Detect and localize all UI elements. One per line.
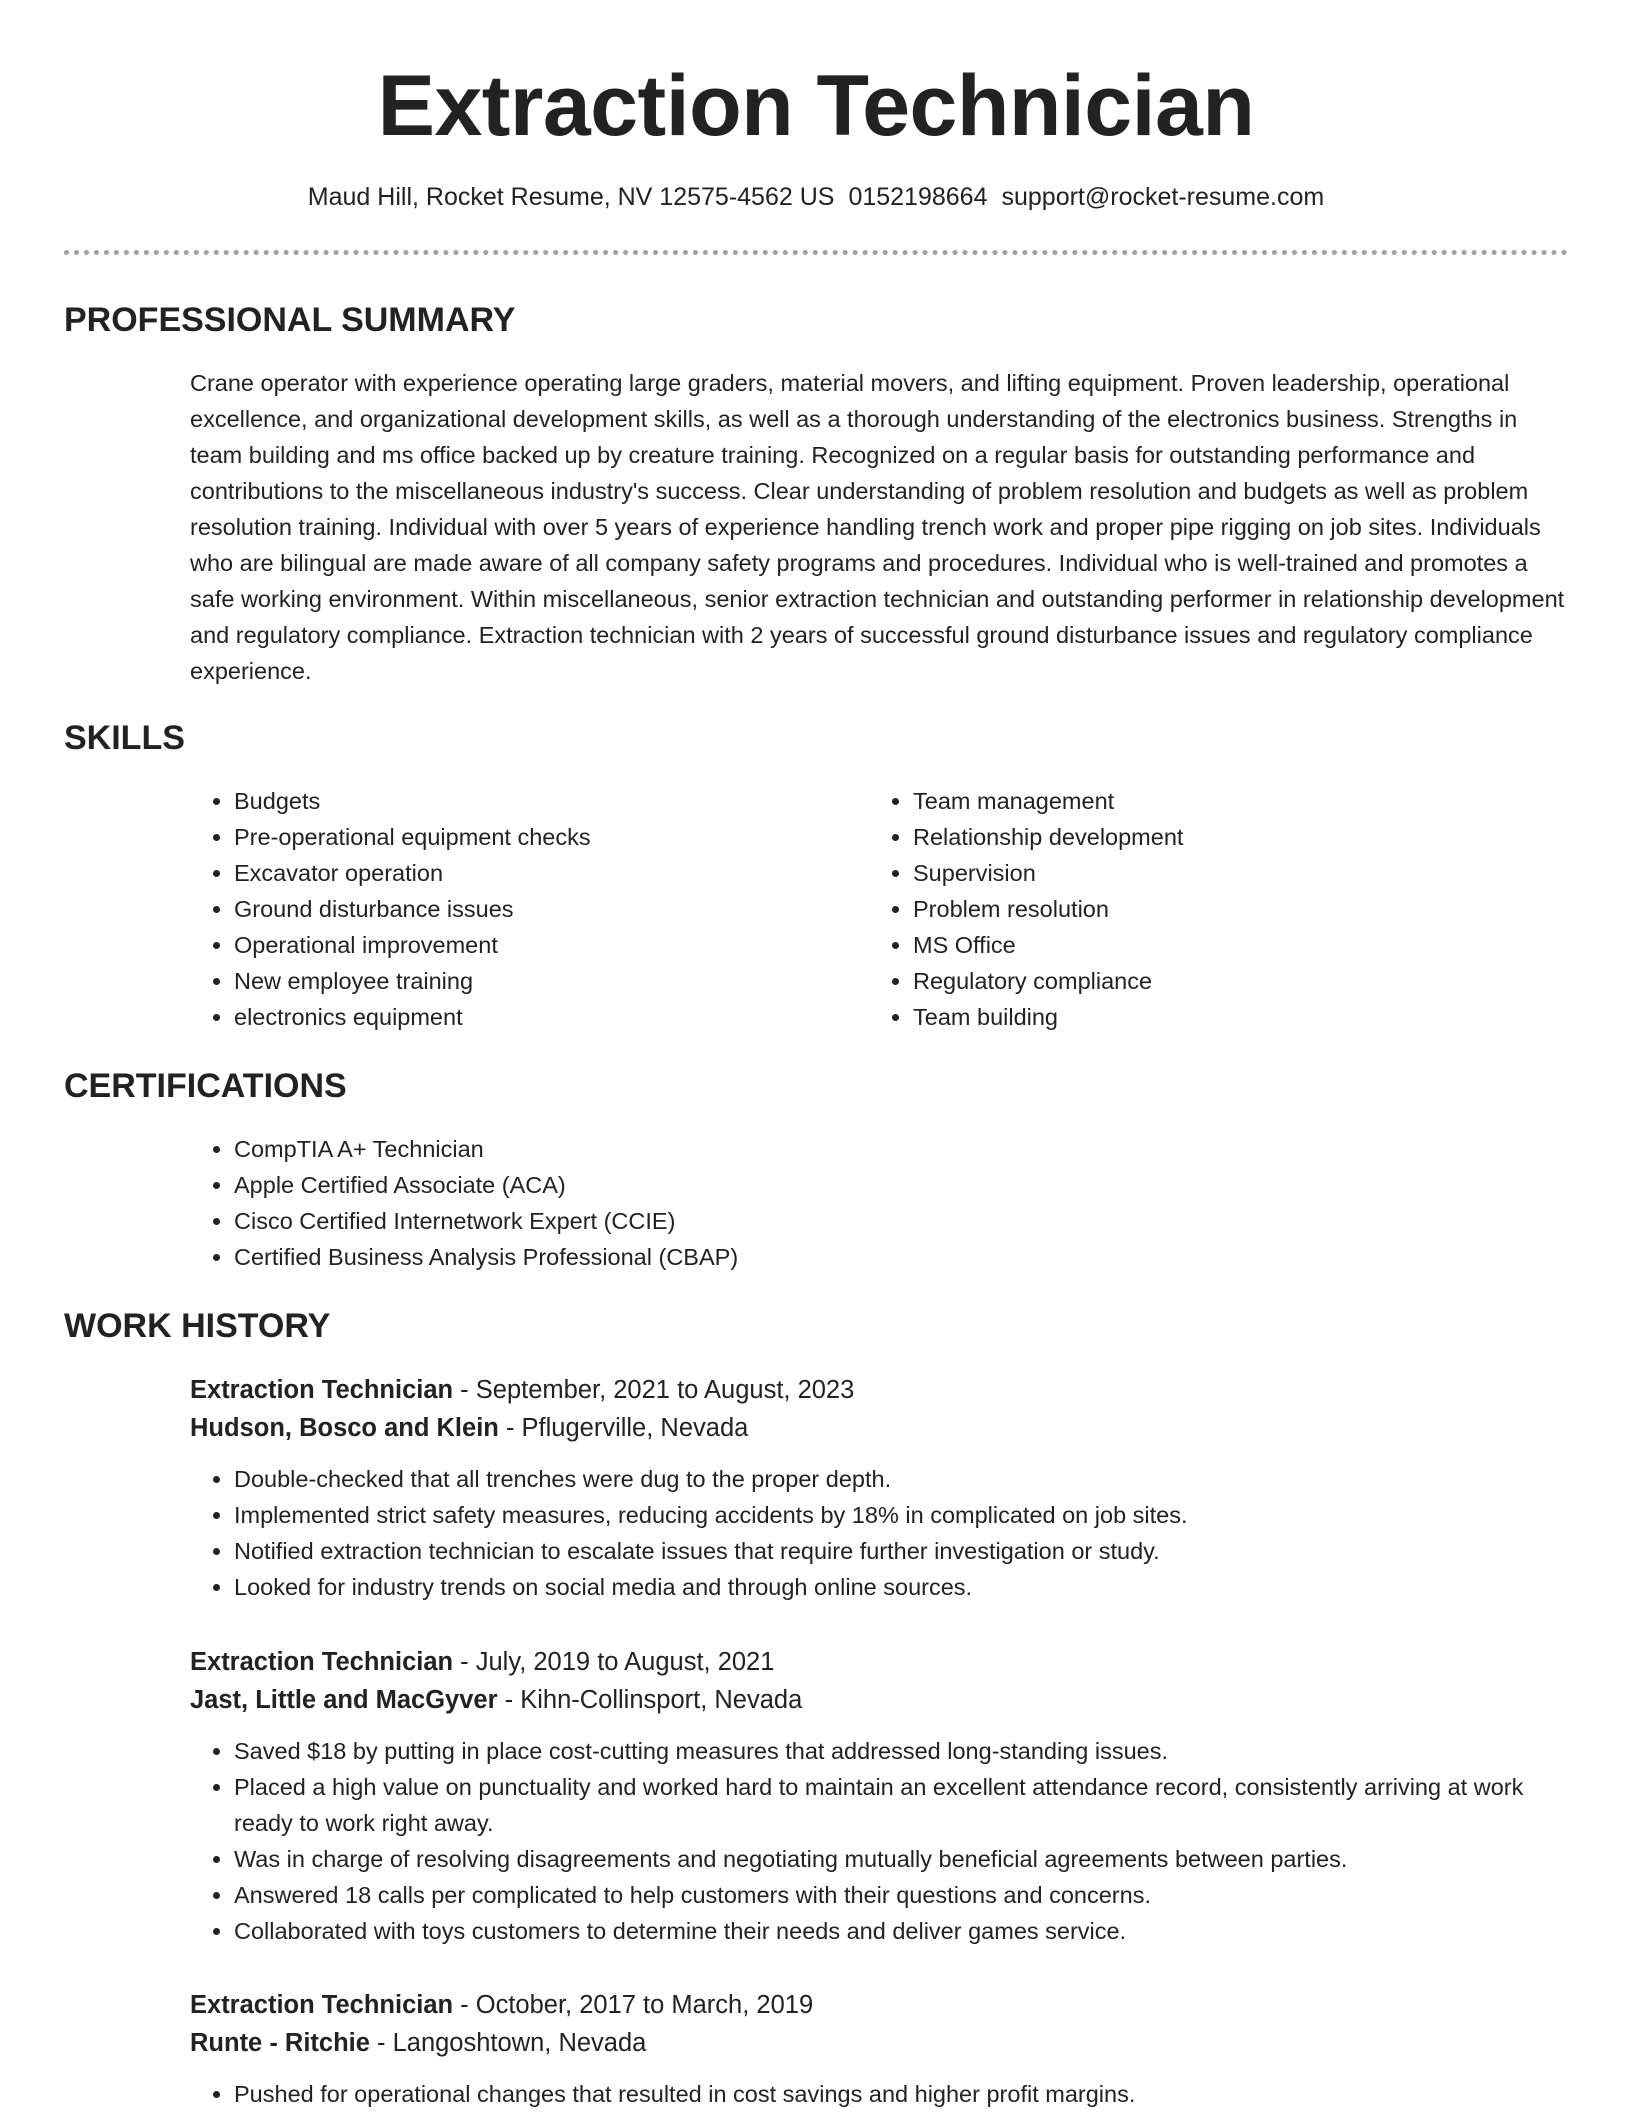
job-company: Runte - Ritchie <box>190 2029 370 2057</box>
job-entry <box>190 1371 1580 1605</box>
work-history-heading: WORK HISTORY <box>64 1307 331 1345</box>
job-bullet: • Saved $18 by putting in place cost-cutting measures that addressed long-standing issues. <box>234 1733 1574 1769</box>
job-title-line <box>190 1643 1580 1681</box>
skill-item: • Ground disturbance issues <box>234 891 790 927</box>
job-entry <box>190 1643 1580 1949</box>
job-title: Extraction Technician <box>190 1376 454 1404</box>
job-title-line <box>190 1371 1580 1409</box>
skill-item: • Regulatory compliance <box>913 963 1469 999</box>
job-title-line <box>190 1986 1580 2024</box>
job-dates: - October, 2017 to March, 2019 <box>453 1991 814 2019</box>
contact-line <box>0 180 1632 214</box>
skill-item: • Relationship development <box>913 819 1469 855</box>
job-dates: - September, 2021 to August, 2023 <box>453 1376 855 1404</box>
job-bullet: • Implemented strict safety measures, reducing accidents by 18% in complicated on job sites. <box>234 1497 1574 1533</box>
job-bullets <box>190 1733 1574 1949</box>
job-location: - Kihn-Collinsport, Nevada <box>497 1686 803 1714</box>
skill-item: • electronics equipment <box>234 999 790 1035</box>
job-location: - Pflugerville, Nevada <box>498 1414 749 1442</box>
skills-left-column <box>190 783 790 1035</box>
skill-item: • Budgets <box>234 783 790 819</box>
resume-title: Extraction Technician <box>377 58 1255 154</box>
skill-item: • Team management <box>913 783 1469 819</box>
contact-address: Maud Hill, Rocket Resume, NV 12575-4562 US <box>307 183 835 211</box>
skill-item: • MS Office <box>913 927 1469 963</box>
skill-item: • Operational improvement <box>234 927 790 963</box>
job-location: - Langoshtown, Nevada <box>369 2029 647 2057</box>
contact-phone: 0152198664 <box>848 183 988 211</box>
skill-item: • Excavator operation <box>234 855 790 891</box>
certifications-list <box>190 1131 1090 1275</box>
job-bullet: • Looked for industry trends on social media and through online sources. <box>234 1569 1574 1605</box>
certification-item: • Cisco Certified Internetwork Expert (CCIE) <box>234 1203 1090 1239</box>
certification-item: • Apple Certified Associate (ACA) <box>234 1167 1090 1203</box>
job-company-line <box>190 2024 1580 2062</box>
certification-item: • Certified Business Analysis Professional (CBAP) <box>234 1239 1090 1275</box>
job-company-line <box>190 1409 1580 1447</box>
skills-right-list <box>869 783 1469 1035</box>
job-dates: - July, 2019 to August, 2021 <box>453 1648 775 1676</box>
job-title: Extraction Technician <box>190 1991 454 2019</box>
job-title: Extraction Technician <box>190 1648 454 1676</box>
skill-item: • New employee training <box>234 963 790 999</box>
job-company: Jast, Little and MacGyver <box>190 1686 498 1714</box>
job-bullet: • Double-checked that all trenches were dug to the proper depth. <box>234 1461 1574 1497</box>
certification-item: • CompTIA A+ Technician <box>234 1131 1090 1167</box>
skills-left-list <box>190 783 790 1035</box>
job-bullet: • Placed a high value on punctuality and worked hard to maintain an excellent attendance record, consistently arriving at work ready to work right away. <box>234 1769 1574 1841</box>
skill-item: • Problem resolution <box>913 891 1469 927</box>
job-bullet: • Answered 18 calls per complicated to help customers with their questions and concerns. <box>234 1877 1574 1913</box>
header-divider <box>64 250 1568 255</box>
job-bullets <box>190 1461 1574 1605</box>
skills-heading: SKILLS <box>64 719 185 757</box>
contact-email: support@rocket-resume.com <box>1001 183 1325 211</box>
job-bullet: • Collaborated with toys customers to determine their needs and deliver games service. <box>234 1913 1574 1949</box>
certifications-heading: CERTIFICATIONS <box>64 1067 347 1105</box>
summary-text: Crane operator with experience operating large graders, material movers, and lifting equipment. Proven leadership, operational excellence, and organizational development skills, as well as a thorough understanding of the electronics business. Strengths in team building and ms office backed up by creature training. Recognized on a regular basis for outstanding performance and contributions to the miscellaneous industry's success. Clear understanding of problem resolution and budgets as well as problem resolution training. Individual with over 5 years of experience handling trench work and proper pipe rigging on job sites. Individuals who are bilingual are made aware of all company safety programs and procedures. Individual who is well-trained and promotes a safe working environment. Within miscellaneous, senior extraction technician and outstanding performer in relationship development and regulatory compliance. Extraction technician with 2 years of successful ground disturbance issues and regulatory compliance experience. <box>190 370 1565 684</box>
job-bullet: • Was in charge of resolving disagreements and negotiating mutually beneficial agreements between parties. <box>234 1841 1574 1877</box>
job-bullets <box>190 2076 1574 2112</box>
skill-item: • Supervision <box>913 855 1469 891</box>
summary-heading: PROFESSIONAL SUMMARY <box>64 301 516 339</box>
job-bullet: • Pushed for operational changes that resulted in cost savings and higher profit margins. <box>234 2076 1574 2112</box>
job-company: Hudson, Bosco and Klein <box>190 1414 499 1442</box>
skill-item: • Team building <box>913 999 1469 1035</box>
job-company-line <box>190 1681 1580 1719</box>
job-entry <box>190 1986 1580 2112</box>
skills-right-column <box>869 783 1469 1035</box>
job-bullet: • Notified extraction technician to escalate issues that require further investigation or study. <box>234 1533 1574 1569</box>
certifications-block <box>190 1131 1090 1275</box>
skill-item: • Pre-operational equipment checks <box>234 819 790 855</box>
